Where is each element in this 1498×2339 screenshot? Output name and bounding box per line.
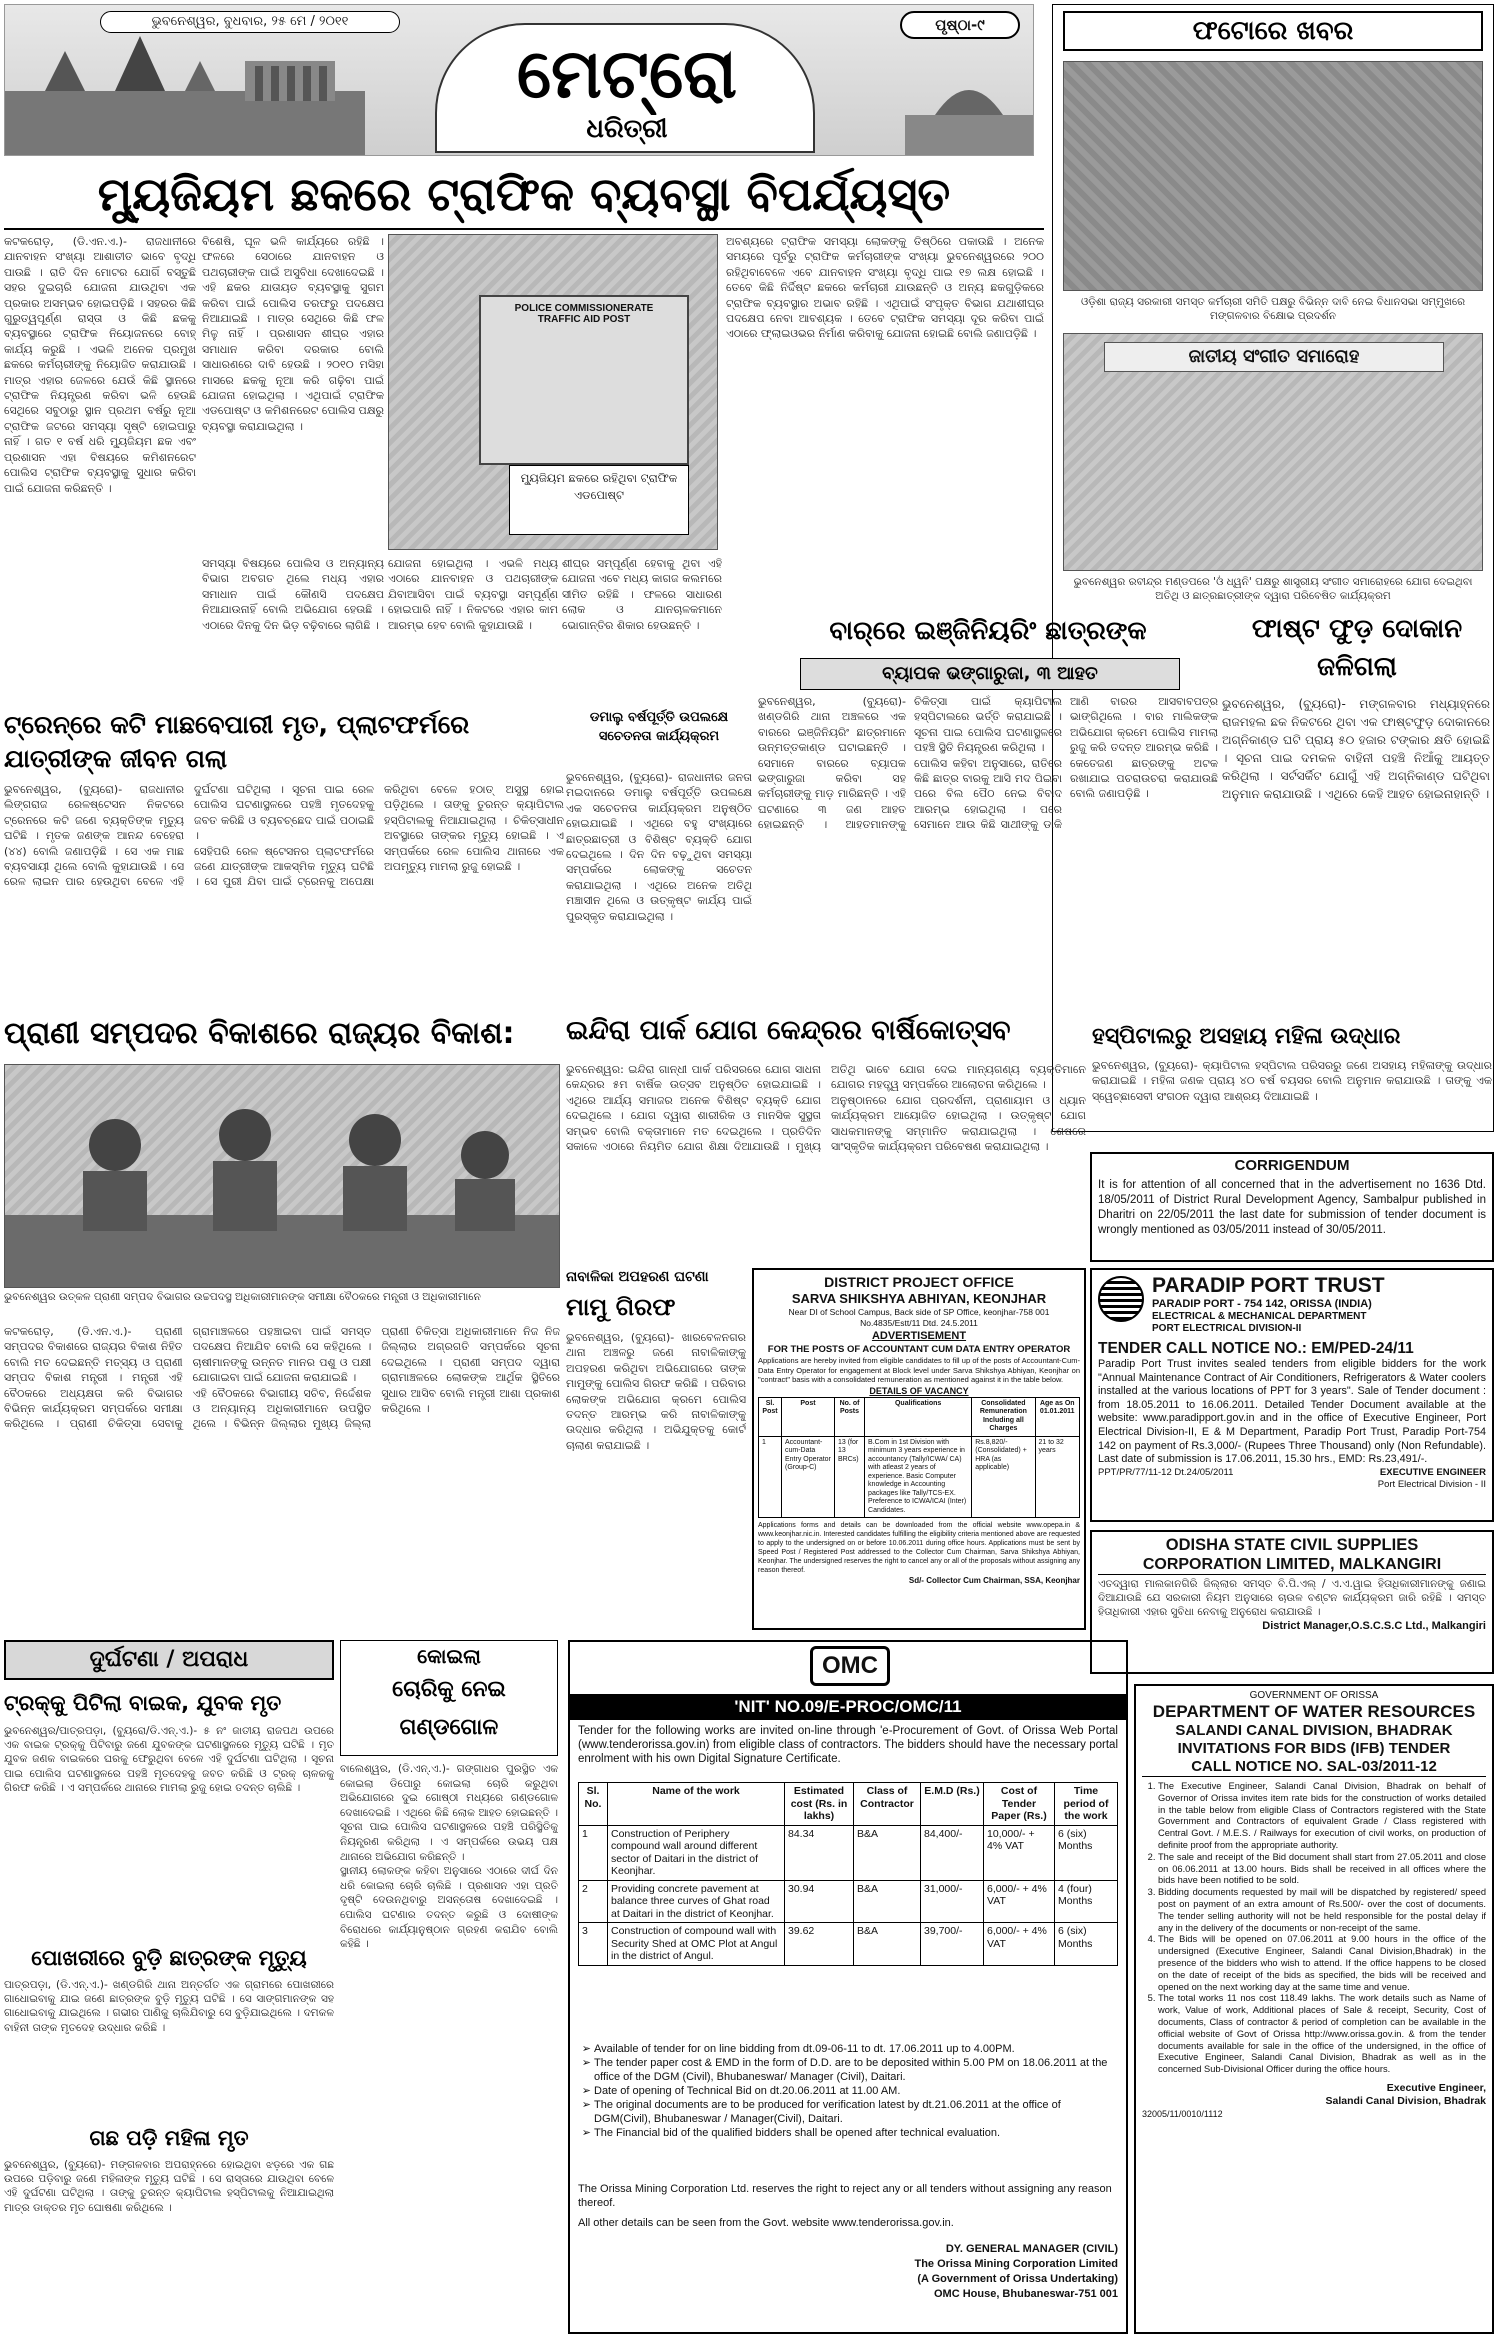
list-item: ➢ Available of tender for on line bidding from dt.09-06-11 to dt. 17.06.2011 up to 4.00PM. <box>594 2042 1118 2056</box>
omc-th: Name of the work <box>608 1783 785 1826</box>
paradip-title: PARADIP PORT TRUST <box>1152 1274 1385 1297</box>
omc-td: Construction of Periphery compound wall around different sector of Daitari in the district of Keonjhar. <box>608 1825 785 1880</box>
omc-table <box>578 1782 1118 1966</box>
yoga-body: ଭୁବନେଶ୍ୱର: ଇନ୍ଦିରା ଗାନ୍ଧୀ ପାର୍କ ପରିସରରେ ଯୋଗ ସାଧନା କେନ୍ଦ୍ରର ୫ମ ବାର୍ଷିକ ଉତ୍ସବ ଅନୁଷ୍ଠିତ ହୋଇଯାଇଛି । ଏଥିରେ ଆର୍ଯ୍ୟ ସମାଜର ଅନେକ ବିଶିଷ୍ଟ ବ୍ୟକ୍ତି ଯୋଗ ଦେଇଥିଲେ । ଯୋଗ ଦ୍ୱାରା ଶାରୀରିକ ଓ ମାନସିକ ସୁସ୍ଥତା ସମ୍ଭବ ବୋଲି ବକ୍ତାମାନେ ମତ ଦେଇଥିଲେ । ପ୍ରତିଦିନ ସକାଳେ ଏଠାରେ ନିୟମିତ ଯୋଗ ଶିକ୍ଷା ଦିଆଯାଉଛି । ମୁଖ୍ୟ ଅତିଥି ଭାବେ ଯୋଗ ଦେଇ ମାନ୍ୟଗଣ୍ୟ ବ୍ୟକ୍ତିମାନେ ଯୋଗର ମହତ୍ତ୍ୱ ସମ୍ପର୍କରେ ଆଲୋଚନା କରିଥିଲେ । ଅନୁଷ୍ଠାନରେ ଯୋଗ ପ୍ରଦର୍ଶନୀ, ପ୍ରାଣାୟାମ ଓ ଧ୍ୟାନ କାର୍ଯ୍ୟକ୍ରମ ଆୟୋଜିତ ହୋଇଥିଲା । ଉତ୍କୃଷ୍ଟ ଯୋଗ ସାଧକମାନଙ୍କୁ ସମ୍ମାନିତ କରାଯାଇଥିଲା । ଶେଷରେ ସାଂସ୍କୃତିକ କାର୍ଯ୍ୟକ୍ରମ ପରିବେଷଣ କରାଯାଇଥିଲା । <box>566 1063 1086 1154</box>
girl-headline: ନାବାଳିକା ଅପହରଣ ଘଟଣା <box>566 1269 709 1285</box>
omc-td: 4 (four) Months <box>1055 1880 1118 1923</box>
ssa-td: Accountant-cum-Data Entry Operator (Group-C) <box>781 1436 834 1518</box>
omc-sign-block <box>830 2242 1118 2326</box>
ssa-th: Consolidated Remuneration Including all Charges <box>972 1397 1035 1436</box>
engineering-headline: ବାର୍‌ରେ ଇଞ୍ଜିନିୟରିଂ ଛାତ୍ରଙ୍କ <box>829 616 1147 646</box>
music-event-caption: ଭୁବନେଶ୍ୱର ରବୀନ୍ଦ୍ର ମଣ୍ଡପରେ 'ଓଁ ଧ୍ୱନି' ପକ୍ଷରୁ ଶାସ୍ତ୍ରୀୟ ସଂଗୀତ ସମାରୋହରେ ଯୋଗ ଦେଇଥିବା ଅତିଥି ଓ ଛାତ୍ରଛାତ୍ରୀଙ୍କ ଦ୍ୱାରା ପରିବେଷିତ କାର୍ଯ୍ୟକ୍ରମ <box>1073 576 1473 602</box>
masthead <box>4 4 1034 156</box>
omc-sign-3: (A Government of Orissa Undertaking) <box>917 2273 1118 2285</box>
protest-caption: ଓଡ଼ିଶା ରାଜ୍ୟ ସରକାରୀ ସମସ୍ତ କର୍ମଚାରୀ ସମିତି ପକ୍ଷରୁ ବିଭିନ୍ନ ଦାବି ନେଇ ବିଧାନସଭା ସମ୍ମୁଖରେ ମଙ୍ଗଳବାର ବିକ୍ଷୋଭ ପ୍ରଦର୍ଶନ <box>1080 296 1466 322</box>
agri-headline: ପ୍ରାଣୀ ସମ୍ପଦର ବିକାଶରେ ରାଜ୍ୟର ବିକାଶ: <box>4 1016 515 1051</box>
water-title-1: DEPARTMENT OF WATER RESOURCES <box>1152 1702 1476 1721</box>
fastfood-body: ଭୁବନେଶ୍ୱର, (ବ୍ୟୁରୋ)- ମଙ୍ଗଳବାର ମଧ୍ୟାହ୍ନରେ ରାଜମହଲ ଛକ ନିକଟରେ ଥିବା ଏକ ଫାଷ୍ଟଫୁଡ଼ ଦୋକାନରେ ଅଗ୍ନିକାଣ୍ଡ ଘଟି ପ୍ରାୟ ୫୦ ହଜାର ଟଙ୍କାର କ୍ଷତି ହୋଇଛି । ସୂଚନା ପାଇ ଦମକଳ ବାହିନୀ ପହଞ୍ଚି ନିଆଁକୁ ଆୟତ୍ତ କରିଥିଲା । ସର୍ଟସର୍କିଟ ଯୋଗୁଁ ଏହି ଅଗ୍ନିକାଣ୍ଡ ଘଟିଥିବା ଅନୁମାନ କରାଯାଉଛି । ଏଥିରେ କେହି ଆହତ ହୋଇନାହାନ୍ତି । <box>1222 697 1490 801</box>
photo-news-header <box>1063 11 1483 51</box>
accidents-section-title: ଦୁର୍ଘଟଣା / ଅପରାଧ <box>89 1647 249 1672</box>
omc-td: 3 <box>579 1923 608 1966</box>
ssa-table-header <box>759 1397 1080 1436</box>
skyline-right <box>905 65 1033 156</box>
engineering-subhead: ବ୍ୟାପକ ଭଙ୍ଗାରୁଜା, ୩ ଆହତ <box>882 663 1098 684</box>
ssa-th: Sl. Post <box>759 1397 782 1436</box>
omc-td: 31,000/- <box>921 1880 984 1923</box>
paradip-sign1: EXECUTIVE ENGINEER <box>1379 1466 1486 1478</box>
lead-bottom-mid: ଯୋଜନା ହୋଇଥିଲା । ଏଭଳି ମଧ୍ୟ ଏଠାରେ ଯାନବାହନ ଓ ପଥଚାରୀଙ୍କ ଯିବାଆସିବା ପାଇଁ ବ୍ୟବସ୍ଥା ସମ୍ପୂର୍ଣ୍ଣ ହୋଇପାରି ନାହିଁ । ନିକଟରେ ଏହାର କାମ ଆରମ୍ଭ ହେବ ବୋଲି କୁହାଯାଉଛି । <box>388 557 558 632</box>
coal-headline-2: ଚୋରିକୁ ନେଇ <box>392 1677 506 1702</box>
brand-title: ମେଟ୍ରୋ <box>516 35 738 114</box>
omc-td: 30.94 <box>785 1880 854 1923</box>
skyline-left <box>5 31 365 156</box>
omc-nit-bar <box>570 1694 1126 1720</box>
booth-caption-text: ମ୍ୟୁଜିୟମ ଛକରେ ରହିଥିବା ଟ୍ରାଫିକ ଏଡପୋଷ୍ଟ <box>520 471 678 502</box>
ssa-ref: No.4835/Estt/11 Dtd. 24.5.2011 <box>860 1318 978 1328</box>
list-item: ➢ The Financial bid of the qualified bidders shall be opened after technical evaluation. <box>594 2126 1118 2140</box>
ssa-table <box>758 1397 1080 1519</box>
hospital-headline: ହସ୍ପିଟାଲରୁ ଅସହାୟ ମହିଳା ଉଦ୍ଧାର <box>1092 1024 1401 1049</box>
paradip-logo-icon <box>1098 1276 1144 1322</box>
corrigendum-title: CORRIGENDUM <box>1234 1157 1350 1174</box>
accident-h1: ଟ୍ରକ୍‌କୁ ପିଟିଲା ବାଇକ, ଯୁବକ ମୃତ <box>4 1691 282 1715</box>
omc-td: 39,700/- <box>921 1923 984 1966</box>
lead-bottom-right: ଶୀଘ୍ର ସମ୍ପୂର୍ଣ୍ଣ ହେବାକୁ ଥିବା ଏହି ଯୋଜନା ଏବେ ମଧ୍ୟ କାଗଜ କଲମରେ ସୀମିତ ରହିଛି । ଫଳରେ ସାଧାରଣ ଲୋକ ଓ ଯାନଚାଳକମାନେ ଭୋଗାନ୍ତିର ଶିକାର ହେଉଛନ୍ତି । <box>562 557 722 632</box>
omc-td: 6 (six) Months <box>1055 1923 1118 1966</box>
oscsc-sign: District Manager,O.S.C.S.C Ltd., Malkangiri <box>1262 1620 1486 1632</box>
train-headline: ଟ୍ରେନ୍‌ରେ କଟି ମାଛବେପାରୀ ମୃତ, ପ୍ଲାଟଫର୍ମରେ ଯାତ୍ରୀଙ୍କ ଜୀବନ ଗଲା <box>4 710 470 773</box>
omc-td: 84.34 <box>785 1825 854 1880</box>
protest-photo <box>1063 61 1483 291</box>
coal-headline-1: କୋଇଲା <box>417 1644 481 1668</box>
page-label: ପୃଷ୍ଠା-୯ <box>900 11 1020 39</box>
accident-b1: ଭୁବନେଶ୍ୱର/ପାତ୍ରପଡ଼ା, (ବ୍ୟୁରୋ/ଡି.ଏନ୍.ଏ.)- ୫ ନଂ ଜାତୀୟ ରାଜପଥ ଉପରେ ଏକ ବାଇକ ଟ୍ରକ୍‌କୁ ପିଟିବାରୁ ଜଣେ ଯୁବକଙ୍କ ଘଟଣାସ୍ଥଳରେ ମୃତ୍ୟୁ ଘଟିଛି । ମୃତ ଯୁବକ ଜଣକ ବାଇକରେ ଘରକୁ ଫେରୁଥିବା ବେଳେ ଏହି ଦୁର୍ଘଟଣା ଘଟିଥିଲା । ସୂଚନା ପାଇ ପୋଲିସ ଘଟଣାସ୍ଥଳରେ ପହଞ୍ଚି ମୃତଦେହକୁ ଜବତ କରିଛି ଓ ଟ୍ରକ୍ ଚାଳକକୁ ଗିରଫ କରିଛି । ଏ ସମ୍ପର୍କରେ ଥାନାରେ ମାମଲା ରୁଜୁ ହୋଇ ତଦନ୍ତ ଚାଲିଛି । <box>4 1725 334 1794</box>
brand-block <box>435 23 815 153</box>
omc-th: Sl. No. <box>579 1783 608 1826</box>
omc-td: B&A <box>854 1923 921 1966</box>
booth-sign-2: TRAFFIC AID POST <box>537 314 631 325</box>
ssa-title-2: SARVA SHIKSHYA ABHIYAN, KEONJHAR <box>791 1291 1047 1306</box>
coal-headline-3: ଗଣ୍ଡଗୋଳ <box>399 1715 499 1740</box>
monument-image <box>905 65 1033 156</box>
ssa-th: Qualifications <box>865 1397 972 1436</box>
event-banner-text: ଜାତୀୟ ସଂଗୀତ ସମାରୋହ <box>1188 346 1360 367</box>
oscsc-title-2: CORPORATION LIMITED, MALKANGIRI <box>1098 1555 1486 1575</box>
booth-sign-1: POLICE COMMISSIONERATE <box>514 303 654 314</box>
lead-headline: ମ୍ୟୁଜିୟମ ଛକରେ ଟ୍ରାଫିକ ବ୍ୟବସ୍ଥା ବିପର୍ଯ୍ୟସ୍ତ <box>97 167 951 221</box>
omc-td: 6,000/- + 4% VAT <box>984 1923 1055 1966</box>
ssa-td: 1 <box>759 1436 782 1518</box>
omc-sign-4: OMC House, Bhubaneswar-751 001 <box>933 2288 1118 2300</box>
table-row <box>759 1436 1080 1518</box>
ceremony-body: ଭୁବନେଶ୍ୱର, (ବ୍ୟୁରୋ)- ରାଜଧାନୀର ଜନତା ମଇଦାନରେ ଡମାଲୁ ବର୍ଷପୂର୍ତ୍ତି ଉପଲକ୍ଷେ ଏକ ସଚେତନତା କାର୍ଯ୍ୟକ୍ରମ ଅନୁଷ୍ଠିତ ହୋଇଯାଇଛି । ଏଥିରେ ବହୁ ସଂଖ୍ୟାରେ ଛାତ୍ରଛାତ୍ରୀ ଓ ବିଶିଷ୍ଟ ବ୍ୟକ୍ତି ଯୋଗ ଦେଇଥିଲେ । ଦିନ ଦିନ ବଢ଼ୁଥିବା ସମସ୍ୟା ସମ୍ପର୍କରେ ଲୋକଙ୍କୁ ସଚେତନ କରାଯାଇଥିଲା । ଏଥିରେ ଅନେକ ଅତିଥି ମଞ୍ଚାସୀନ ଥିଲେ ଓ ଉତ୍କୃଷ୍ଟ କାର୍ଯ୍ୟ ପାଇଁ ପୁରସ୍କୃତ କରାଯାଇଥିଲା । <box>566 771 752 923</box>
omc-th: Class of Contractor <box>854 1783 921 1826</box>
omc-td: 6 (six) Months <box>1055 1825 1118 1880</box>
omc-logo-text: OMC <box>822 1652 878 1679</box>
omc-sign-2: The Orissa Mining Corporation Limited <box>914 2258 1118 2270</box>
paradip-body: Paradip Port Trust invites sealed tenders from eligible bidders for the work "Annual Maintenance Contract of Air Conditioners, Refrigerators & Water coolers installed at the various locations of PPT for 3 years". Sale of Tender document : from 18.05.2011 to 16.06.2011. Detailed Tender Document available at the website: www.paradipport.gov.in and in the office of Executive Engineer, Port Electrical Division-II, E & M Department, Paradip Port Trust, Paradip Port-754 142 on payment of Rs.3,000/- (Rupees Three Thousand) only (Non Refundable). Last date of submission is 17.06.2011, 15.30 hrs., EMD: Rs.23,491/-. <box>1098 1358 1486 1466</box>
fastfood-headline: ଫାଷ୍ଟ ଫୁଡ଼ ଦୋକାନ ଜଳିଗଲା <box>1251 614 1463 682</box>
booth-photo-caption <box>509 465 689 535</box>
water-title-2: SALANDI CANAL DIVISION, BHADRAK <box>1175 1722 1453 1739</box>
engineering-subhead-box <box>800 658 1180 690</box>
list-item: 5. The total works 11 nos cost 118.49 lakhs. The work details such as Name of work, Value of work, Additional places of Sale & receipt, Security, Cost of documents, Class of contractor & period of completion can be available in the official website of Govt of Orissa http://www.orissa.gov.in. & from the tender documents available for sale in the office of the undersigned, in the office of Executive Engineer, Salandi Canal Division, Bhadrak as well as in the concerned Sub-Divisional Officer during the office hours. <box>1158 1993 1486 2076</box>
paradip-ref: PPT/PR/77/11-12 Dt.24/05/2011 <box>1098 1466 1234 1478</box>
omc-td: 2 <box>579 1880 608 1923</box>
corrigendum-body: It is for attention of all concerned that in the advertisement no 1636 Dtd. 18/05/2011 of District Rural Development Agency, Sambalpur published in Dharitri on 22/05/2011 the last date for submission of tender document is wrongly mentioned as 03/05/2011 instead of 30/05/2011. <box>1098 1179 1486 1236</box>
water-title-4: CALL NOTICE NO. SAL-03/2011-12 <box>1142 1758 1486 1777</box>
booth <box>479 295 689 465</box>
ssa-title-1: DISTRICT PROJECT OFFICE <box>824 1274 1014 1290</box>
temple-skyline-image <box>5 31 365 156</box>
table-row <box>579 1880 1118 1923</box>
ssa-adv-label: ADVERTISEMENT <box>871 1330 967 1342</box>
omc-th: Estimated cost (Rs. in lakhs) <box>785 1783 854 1826</box>
coal-headline-box <box>340 1640 558 1756</box>
paradip-notice: TENDER CALL NOTICE NO.: EM/PED-24/11 <box>1098 1340 1414 1357</box>
hospital-body: ଭୁବନେଶ୍ୱର, (ବ୍ୟୁରୋ)- କ୍ୟାପିଟାଲ ହସ୍ପିଟାଲ ପରିସରରୁ ଜଣେ ଅସହାୟ ମହିଳାଙ୍କୁ ଉଦ୍ଧାର କରାଯାଇଛି । ମହିଳା ଜଣକ ପ୍ରାୟ ୪୦ ବର୍ଷ ବୟସର ବୋଲି ଅନୁମାନ କରାଯାଉଛି । ତାଙ୍କୁ ଏକ ସ୍ୱେଚ୍ଛାସେବୀ ସଂଗଠନ ଦ୍ୱାରା ଆଶ୍ରୟ ଦିଆଯାଇଛି । <box>1092 1059 1492 1103</box>
water-list <box>1142 1781 1486 2076</box>
ssa-vacancy-label: DETAILS OF VACANCY <box>869 1385 969 1396</box>
ssa-th: No. of Posts <box>834 1397 864 1436</box>
omc-td: 84,400/- <box>921 1825 984 1880</box>
ssa-td: Rs.8,820/- (Consolidated) + HRA (as applicable) <box>972 1436 1035 1518</box>
water-ref: 32005/11/0010/1112 <box>1142 2108 1223 2119</box>
paradip-sub2: ELECTRICAL & MECHANICAL DEPARTMENT <box>1152 1311 1367 1322</box>
photo-news-title: ଫଟୋରେ ଖବର <box>1192 16 1354 46</box>
ssa-td: 13 (for 13 BRCs) <box>834 1436 864 1518</box>
list-item: 2. The sale and receipt of the Bid document shall start from 27.05.2011 and close on 06.06.2011 at 13.00 hours. Bids shall be received in all offices where the bids have been notified to be sold. <box>1158 1852 1486 1887</box>
water-sign-2: Salandi Canal Division, Bhadrak <box>1325 2094 1486 2107</box>
meeting-caption: ଭୁବନେଶ୍ୱର ଉତ୍କଳ ପ୍ରାଣୀ ସମ୍ପଦ ବିଭାଗର ଉଚ୍ଚପଦସ୍ଥ ଅଧିକାରୀମାନଙ୍କ ସମୀକ୍ଷା ବୈଠକରେ ମନ୍ତ୍ରୀ ଓ ଅଧିକାରୀମାନେ <box>4 1291 481 1303</box>
ssa-td: 21 to 32 years <box>1035 1436 1080 1518</box>
list-item: 3. Bidding documents requested by mail will be dispatched by registered/ speed post on payment of an extra amount of Rs.500/- over the cost of documents. The tender selling authority will not be held responsible for the postal delay if any in the delivery of the documents or non-receipt of the same. <box>1158 1887 1486 1934</box>
ssa-address: Near DI of School Campus, Back side of SP Office, keonjhar-758 001 <box>788 1307 1050 1317</box>
omc-nit: 'NIT' NO.09/E-PROC/OMC/11 <box>734 1697 962 1716</box>
event-banner <box>1104 342 1444 372</box>
list-item: ➢ Date of opening of Technical Bid on dt.20.06.2011 at 11.00 AM. <box>594 2084 1118 2098</box>
lead-bottom-left: ସମସ୍ୟା ବିଷୟରେ ପୋଲିସ ଓ ଅନ୍ୟାନ୍ୟ ବିଭାଗ ଅବଗତ ଥିଲେ ମଧ୍ୟ ଏହାର ସମାଧାନ ପାଇଁ କୌଣସି ପଦକ୍ଷେପ ନିଆଯାଉନାହିଁ ବୋଲି ଅଭିଯୋଗ ହେଉଛି । ଏଠାରେ ଦିନକୁ ଦିନ ଭିଡ଼ ବଢ଼ିବାରେ ଲାଗିଛି । <box>202 557 384 632</box>
meeting-photo <box>4 1064 560 1288</box>
lead-col2: ବିଶେଷି, ଘୂଳ ଭଳି କାର୍ଯ୍ୟରେ ରହିଛି । ଫଳରେ ସେଠାରେ ଯାନବାହନ ଓ ପଥଚାରୀଙ୍କ ପାଇଁ ଅସୁବିଧା ଦେଖାଦେଇଛି । ଏହି ଛକର ଯାତାୟତ ବ୍ୟବସ୍ଥାକୁ ସୁଗମ କରିବା ପାଇଁ ପୋଲିସ ତରଫରୁ ପଦକ୍ଷେପ ନିଆଯାଇଛି । ମାତ୍ର ସେଥିରେ କିଛି ଫଳ ମିଳୁ ନାହିଁ । ପ୍ରଶାସନ ଶୀଘ୍ର ଏହାର ସମାଧାନ କରିବା ଦରକାର ବୋଲି ସାଧାରଣରେ ଦାବି ହେଉଛି । ୨୦୧୦ ମସିହା ମାସରେ ଛକକୁ ନୂଆ କରି ଗଢ଼ିବା ପାଇଁ ଯୋଜନା ହୋଇଥିଲା । ଏଥିପାଇଁ ଟ୍ରାଫିକ ଏଡପୋଷ୍ଟ ଓ କମିଶନରେଟ ପୋଲିସ ପକ୍ଷରୁ ବ୍ୟବସ୍ଥା କରାଯାଇଥିଲା । <box>202 235 384 433</box>
coal-body: ବାଲେଶ୍ୱର, (ଡି.ଏନ୍.ଏ.)- ଗଙ୍ଗାଧର ପୁରସ୍ଥିତ ଏକ କୋଇଲା ଡିପୋରୁ କୋଇଲା ଚୋରି କରୁଥିବା ଅଭିଯୋଗରେ ଦୁଇ ଗୋଷ୍ଠୀ ମଧ୍ୟରେ ଗଣ୍ଡଗୋଳ ଦେଖାଦେଇଛି । ଏଥିରେ କିଛି ଲୋକ ଆହତ ହୋଇଛନ୍ତି । ସୂଚନା ପାଇ ପୋଲିସ ଘଟଣାସ୍ଥଳରେ ପହଞ୍ଚି ପରିସ୍ଥିତିକୁ ନିୟନ୍ତ୍ରଣ କରିଥିଲା । ଏ ସମ୍ପର୍କରେ ଉଭୟ ପକ୍ଷ ଥାନାରେ ଅଭିଯୋଗ କରିଛନ୍ତି । ସ୍ଥାନୀୟ ଲୋକଙ୍କ କହିବା ଅନୁସାରେ ଏଠାରେ ଦୀର୍ଘ ଦିନ ଧରି କୋଇଲା ଚୋରି ଚାଲିଛି । ପ୍ରଶାସନ ଏହା ପ୍ରତି ଦୃଷ୍ଟି ଦେଉନଥିବାରୁ ଅସନ୍ତୋଷ ଦେଖାଦେଇଛି । ପୋଲିସ ଘଟଣାର ତଦନ୍ତ କରୁଛି ଓ ଦୋଷୀଙ୍କ ବିରୋଧରେ କାର୍ଯ୍ୟାନୁଷ୍ଠାନ ଗ୍ରହଣ କରାଯିବ ବୋଲି କହିଛି । <box>340 1763 558 1951</box>
omc-th: Cost of Tender Paper (Rs.) <box>984 1783 1055 1826</box>
oscsc-body: ଏତଦ୍ୱାରା ମାଲକାନଗିରି ଜିଲ୍ଲାର ସମସ୍ତ ବି.ପି.ଏଲ୍ / ଏ.ଏ.ୱାଇ ହିତାଧିକାରୀମାନଙ୍କୁ ଜଣାଇ ଦିଆଯାଉଛି ଯେ ସରକାରୀ ନିୟମ ଅନୁସାରେ ଚାଉଳ ବଣ୍ଟନ କାର୍ଯ୍ୟକ୍ରମ ଜାରି ରହିଛି । ସମସ୍ତ ହିତାଧିକାରୀ ଏହାର ସୁବିଧା ନେବାକୁ ଅନୁରୋଧ କରାଯାଉଛି । <box>1098 1578 1490 1618</box>
omc-rights: The Orissa Mining Corporation Ltd. reserves the right to reject any or all tenders without assigning any reason thereof. <box>578 2183 1112 2209</box>
table-row <box>579 1825 1118 1880</box>
date-line: ଭୁବନେଶ୍ୱର, ବୁଧବାର, ୨୫ ମେ / ୨୦୧୧ <box>151 14 349 29</box>
list-item: ➢ The tender paper cost & EMD in the form of D.D. are to be deposited within 5.00 PM on 18.06.2011 at the office of the DGM (Civil), Bhubaneswar/ Manager (Civil), Daitari. <box>594 2056 1118 2084</box>
ssa-th: Post <box>781 1397 834 1436</box>
meeting-photo-art <box>5 1065 560 1288</box>
list-item: ➢ The original documents are to be produced for verification latest by dt.21.06.2011 at the office of DGM(Civil), Bhubaneswar / Manager(Civil), Daitari. <box>594 2098 1118 2126</box>
oscsc-advert <box>1090 1530 1494 1674</box>
ssa-footer: Applications forms and details can be downloaded from the official website www.opepa.in & www.keonjhar.nic.in. Interested candidates fulfilling the eligibility criteria mentioned above are requested to apply to the undersigned on or before 10.06.2011 during office hours. Applications must be sent by Speed Post / Registered Post addressed to the Collector Cum Chairman, Sarva Shikshya Abhiyan, Keonjhar. The undersigned reserves the right to cancel any or all of the proposals without assigning any reason thereof. <box>758 1522 1080 1574</box>
girl-headline-2: ମାମୁ ଗିରଫ <box>566 1293 676 1321</box>
corrigendum-box <box>1090 1152 1494 1262</box>
brand-subtitle: ଧରିତ୍ରୀ <box>586 114 668 144</box>
paradip-sub1: PARADIP PORT - 754 142, ORISSA (INDIA) <box>1152 1298 1372 1310</box>
paradip-sub3: PORT ELECTRICAL DIVISION-II <box>1152 1323 1302 1334</box>
water-gov: GOVERNMENT OF ORISSA <box>1249 1690 1379 1701</box>
omc-td: Providing concrete pavement at balance three curves of Ghat road at Daitari in the district of Keonjhar. <box>608 1880 785 1923</box>
ssa-td: B.Com in 1st Division with minimum 3 years experience in accountancy (Tally/ICWA/ CA) with atleast 2 years of experience. Basic Computer knowledge in Accounting packages like Tally/TCS-EX. Preference to ICWA/ICAI (Inter) Candidates. <box>865 1436 972 1518</box>
oscsc-title-1: ODISHA STATE CIVIL SUPPLIES <box>1165 1536 1419 1554</box>
ssa-advert <box>752 1268 1086 1630</box>
traffic-booth-photo <box>388 234 718 550</box>
music-event-photo <box>1063 333 1483 571</box>
lead-rule <box>4 228 1044 230</box>
accident-b3: ଭୁବନେଶ୍ୱର, (ବ୍ୟୁରୋ)- ମଙ୍ଗଳବାର ଅପରାହ୍ନରେ ହୋଇଥିବା ଝଡ଼ରେ ଏକ ଗଛ ଉପରେ ପଡ଼ିବାରୁ ଜଣେ ମହିଳାଙ୍କ ମୃତ୍ୟୁ ଘଟିଛି । ସେ ରାସ୍ତାରେ ଯାଉଥିବା ବେଳେ ଏହି ଦୁର୍ଘଟଣା ଘଟିଥିଲା । ତାଙ୍କୁ ତୁରନ୍ତ କ୍ୟାପିଟାଲ ହସ୍ପିଟାଲକୁ ନିଆଯାଇଥିଲା ମାତ୍ର ଡାକ୍ତର ମୃତ ଘୋଷଣା କରିଥିଲେ । <box>4 2159 334 2214</box>
ssa-intro: Applications are hereby invited from eligible candidates to fill up of the posts of Accountant-Cum-Data Entry Operator for engagement at Block level under Sarva Shikshya Abhiyan, Keonjhar on "contract" basis with a consolidated remuneration as mentioned against it in the table below. <box>758 1356 1080 1384</box>
omc-intro: Tender for the following works are invited on-line through 'e-Procurement of Govt. of Orissa Web Portal (www.tenderorissa.gov.in) from eligible class of contractors. The bidders should have the necessary portal enrolment with his own Digital Signature Certificate. <box>578 1725 1118 1765</box>
list-item: 1. The Executive Engineer, Salandi Canal Division, Bhadrak on behalf of Governor of Orissa invites item rate bids for the construction of works detailed in the table below from eligible Class of Contractors registered with the State Government and Contractors of equivalent Grade / Class registered with Central Govt. / M.E.S. / Railways for execution of civil works, on production of definite proof from the appropriate authority. <box>1158 1781 1486 1852</box>
lead-col1: କଟକରୋଡ଼, (ଡି.ଏନ.ଏ.)- ରାଜଧାନୀରେ ଯାନବାହନ ସଂଖ୍ୟା ଆଶାତୀତ ଭାବେ ବୃଦ୍ଧି ପାଉଛି । ରାତି ଦିନ ମୋଟର ଯୋଗିଁ ବସ୍ତୁଛି ସହର ଦୁଇଚାରି ଯୋଜନା ଯାଉଥିବା ଏକ ପ୍ରକାର ଅସମ୍ଭବ ହୋଇପଡ଼ିଛି । ସହରର କିଛି ଗୁରୁତ୍ୱପୂର୍ଣ୍ଣ ରାସ୍ତା ଓ କିଛି ଛକକୁ ବ୍ୟବସ୍ଥାରେ ଟ୍ରାଫିକ ନିୟୋଜନରେ ବୋହ୍ କାର୍ଯ୍ୟ କରୁଛି । ଏଭଳି ଅନେକ ପ୍ରମୁଖ ଛକରେ କର୍ମଚାରୀଙ୍କୁ ନିୟୋଜିତ କରାଯାଉଛି । ମାତ୍ର ଏହାର ଜେଳରେ ଯେଉଁ କିଛି ସ୍ଥାନରେ ଟ୍ରାଫିକ ନିୟନ୍ତ୍ରଣ କରିବା ଭଳି ହେଉଛି ସେଥିରେ ସବୁଠାରୁ ସ୍ଥାନ ପ୍ରଥମ ବର୍ଷରୁ ନୂଆ ଟ୍ରାଫିକ ଜଟରେ ସମସ୍ୟା ସୃଷ୍ଟି ହୋଇପାରୁ ନାହିଁ । ଗତ ୧ ବର୍ଷ ଧରି ମ୍ୟୁଜିୟମ ଛକ ଏବଂ ପ୍ରଶାସନ ଏହା ବିଷୟରେ କମିଶନରେଟ ପୋଲିସ ଟ୍ରାଫିକ ବ୍ୟବସ୍ଥାକୁ ସୁଧାର କରିବା ପାଇଁ ଯୋଜନା କରିଛନ୍ତି । <box>4 235 196 495</box>
omc-sign-1: DY. GENERAL MANAGER (CIVIL) <box>945 2243 1118 2255</box>
omc-website: All other details can be seen from the Govt. website www.tenderorissa.gov.in. <box>578 2217 954 2229</box>
ssa-th: Age as On 01.01.2011 <box>1035 1397 1080 1436</box>
water-sign-1: Executive Engineer, <box>1386 2081 1486 2094</box>
omc-table-header <box>579 1783 1118 1826</box>
engineering-body: ଭୁବନେଶ୍ୱର, (ବ୍ୟୁରୋ)- ଖଣ୍ଡଗିରି ଥାନା ଅଞ୍ଚଳରେ ଏକ ବାରରେ ଇଞ୍ଜିନିୟରିଂ ଛାତ୍ରମାନେ ଉନ୍ମତ୍ତକାଣ୍ଡ ଘଟାଇଛନ୍ତି । ସେମାନେ ବାରରେ ବ୍ୟାପକ ଭଙ୍ଗାରୁଜା କରିବା ସହ କର୍ମଚାରୀଙ୍କୁ ମାଡ଼ ମାରିଛନ୍ତି । ଏହି ଘଟଣାରେ ୩ ଜଣ ଆହତ ହୋଇଛନ୍ତି । ଆହତମାନଙ୍କୁ ଚିକିତ୍ସା ପାଇଁ କ୍ୟାପିଟାଲ ହସ୍ପିଟାଲରେ ଭର୍ତ୍ତି କରାଯାଇଛି । ସୂଚନା ପାଇ ପୋଲିସ ଘଟଣାସ୍ଥଳରେ ପହଞ୍ଚି ସ୍ଥିତି ନିୟନ୍ତ୍ରଣ କରିଥିଲା । ପୋଲିସ କହିବା ଅନୁସାରେ, ରାତିରେ କିଛି ଛାତ୍ର ବାରକୁ ଆସି ମଦ ପିଇବା ପରେ ବିଲ ପୈଠ ନେଇ ବିବାଦ ଆରମ୍ଭ ହୋଇଥିଲା । ପରେ ସେମାନେ ଆଉ କିଛି ସାଥୀଙ୍କୁ ଡାକି ଆଣି ବାରର ଆସବାବପତ୍ର ଭାଙ୍ଗିଥିଲେ । ବାର ମାଲିକଙ୍କ ଅଭିଯୋଗ କ୍ରମେ ପୋଲିସ ମାମଲା ରୁଜୁ କରି ତଦନ୍ତ ଆରମ୍ଭ କରିଛି । କେତେଜଣ ଛାତ୍ରଙ୍କୁ ଅଟକ ରଖାଯାଇ ପଚରାଉଚରା କରାଯାଉଛି ବୋଲି ଜଣାପଡ଼ିଛି । <box>758 695 1218 832</box>
water-advert <box>1134 1684 1494 2334</box>
accidents-section-header <box>4 1640 334 1680</box>
omc-td: 10,000/- + 4% VAT <box>984 1825 1055 1880</box>
omc-td: Construction of compound wall with Security Shed at OMC Plot at Angul in the district of Angul. <box>608 1923 785 1966</box>
omc-advert <box>568 1640 1128 2334</box>
lead-col3: ଅବଶ୍ୟରେ ଟ୍ରାଫିକ ସମସ୍ୟା ଲୋକଙ୍କୁ ତିଷ୍ଠିରେ ପକାଉଛି । ଅନେକ ସମୟରେ ପୂର୍ବରୁ ଟ୍ରାଫିକ କର୍ମଚାରୀଙ୍କ ସଂଖ୍ୟା ଭୁବନେଶ୍ୱରରେ ୨୦୦ ରହିଥିବାବେଳେ ଏବେ ଯାନବାହନ ସଂଖ୍ୟା ବୃଦ୍ଧି ପାଇ ୧୭ ଲକ୍ଷ ହୋଇଛି । ତେବେ କିଛି ନିର୍ଦ୍ଦିଷ୍ଟ ଛକରେ କର୍ମଚାରୀ ଯାଉଛନ୍ତି ଓ ଅନ୍ୟ ଛକଗୁଡ଼ିକରେ ଟ୍ରାଫିକ ବ୍ୟବସ୍ଥାର ଅଭାବ ରହିଛି । ଏଥିପାଇଁ ସଂପୃକ୍ତ ବିଭାଗ ଯଥାଶୀଘ୍ର ପଦକ୍ଷେପ ନେବା ଆବଶ୍ୟକ । ତେବେ ଟ୍ରାଫିକ ସମସ୍ୟା ଦୂର କରିବା ପାଇଁ ଏଠାରେ ଫ୍ଲାଇଓଭର ନିର୍ମାଣ କରିବାକୁ ଯୋଜନା ହୋଇଛି ବୋଲି ଜଣାପଡ଼ିଛି । <box>726 235 1044 341</box>
yoga-headline: ଇନ୍ଦିରା ପାର୍କ ଯୋଗ କେନ୍ଦ୍ରର ବାର୍ଷିକୋତ୍ସବ <box>566 1015 1011 1046</box>
ceremony-headline: ଡମାଲୁ ବର୍ଷପୂର୍ତ୍ତି ଉପଲକ୍ଷେ ସଚେତନତା କାର୍ଯ୍ୟକ୍ରମ <box>589 710 729 744</box>
girl-body: ଭୁବନେଶ୍ୱର, (ବ୍ୟୁରୋ)- ଖାରବେଳନଗର ଥାନା ଅଞ୍ଚଳରୁ ଜଣେ ନାବାଳିକାଙ୍କୁ ଅପହରଣ କରିଥିବା ଅଭିଯୋଗରେ ତାଙ୍କ ମାମୁଙ୍କୁ ପୋଲିସ ଗିରଫ କରିଛି । ପରିବାର ଲୋକଙ୍କ ଅଭିଯୋଗ କ୍ରମେ ପୋଲିସ ତଦନ୍ତ ଆରମ୍ଭ କରି ନାବାଳିକାଙ୍କୁ ଉଦ୍ଧାର କରିଥିଲା । ଅଭିଯୁକ୍ତକୁ କୋର୍ଟ ଚାଲାଣ କରାଯାଇଛି । <box>566 1331 746 1452</box>
agri-body: କଟକରୋଡ଼, (ଡି.ଏନ.ଏ.)- ପ୍ରାଣୀ ସମ୍ପଦର ବିକାଶରେ ରାଜ୍ୟର ବିକାଶ ନିହିତ ବୋଲି ମତ ଦେଇଛନ୍ତି ମତ୍ସ୍ୟ ଓ ପ୍ରାଣୀ ସମ୍ପଦ ବିକାଶ ମନ୍ତ୍ରୀ । ମନ୍ତ୍ରୀ ଏହି ବୈଠକରେ ଅଧ୍ୟକ୍ଷତା କରି ବିଭାଗର ବିଭିନ୍ନ କାର୍ଯ୍ୟକ୍ରମ ସମ୍ପର୍କରେ ସମୀକ୍ଷା କରିଥିଲେ । ପ୍ରାଣୀ ଚିକିତ୍ସା ସେବାକୁ ଗ୍ରାମାଞ୍ଚଳରେ ପହଞ୍ଚାଇବା ପାଇଁ ସମସ୍ତ ପଦକ୍ଷେପ ନିଆଯିବ ବୋଲି ସେ କହିଥିଲେ । ଚାଷୀମାନଙ୍କୁ ଉନ୍ନତ ମାନର ପଶୁ ଓ ପକ୍ଷୀ ଯୋଗାଇବା ପାଇଁ ଯୋଜନା କରାଯାଇଛି । ଏହି ବୈଠକରେ ବିଭାଗୀୟ ସଚିବ, ନିର୍ଦ୍ଦେଶକ ଓ ଅନ୍ୟାନ୍ୟ ଅଧିକାରୀମାନେ ଉପସ୍ଥିତ ଥିଲେ । ବିଭିନ୍ନ ଜିଲ୍ଲାର ମୁଖ୍ୟ ଜିଲ୍ଲା ପ୍ରାଣୀ ଚିକିତ୍ସା ଅଧିକାରୀମାନେ ନିଜ ନିଜ ଜିଲ୍ଲାର ଅଗ୍ରଗତି ସମ୍ପର୍କରେ ସୂଚନା ଦେଇଥିଲେ । ପ୍ରାଣୀ ସମ୍ପଦ ଦ୍ୱାରା ଗ୍ରାମାଞ୍ଚଳରେ ଲୋକଙ୍କ ଆର୍ଥିକ ସ୍ଥିତିରେ ସୁଧାର ଆସିବ ବୋଲି ମନ୍ତ୍ରୀ ଆଶା ପ୍ରକାଶ କରିଥିଲେ । <box>4 1325 560 1431</box>
omc-td: 1 <box>579 1825 608 1880</box>
accident-b2: ପାତ୍ରପଡ଼ା, (ଡି.ଏନ୍.ଏ.)- ଖଣ୍ଡଗିରି ଥାନା ଅନ୍ତର୍ଗତ ଏକ ଗ୍ରାମରେ ପୋଖରୀରେ ଗାଧୋଇବାକୁ ଯାଇ ଜଣେ ଛାତ୍ରଙ୍କ ବୁଡ଼ି ମୃତ୍ୟୁ ଘଟିଛି । ସେ ସାଙ୍ଗମାନଙ୍କ ସହ ଗାଧୋଇବାକୁ ଯାଇଥିଲେ । ଗଭୀର ପାଣିକୁ ଚାଲିଯିବାରୁ ସେ ବୁଡ଼ିଯାଇଥିଲେ । ଦମକଳ ବାହିନୀ ତାଙ୍କ ମୃତଦେହ ଉଦ୍ଧାର କରିଛି । <box>4 1979 334 2034</box>
omc-td: B&A <box>854 1880 921 1923</box>
list-item: 4. The Bids will be opened on 07.06.2011 at 9.00 hours in the office of the undersigned (Executive Engineer, Salandi Canal Division,Bhadrak) in the presence of the bidders who wish to attend. If the office happens to be closed on the date of receipt of the bids as specified, the bids will be received and opened on the next working day at the same time and venue. <box>1158 1934 1486 1993</box>
omc-th: E.M.D (Rs.) <box>921 1783 984 1826</box>
ssa-posts: FOR THE POSTS OF ACCOUNTANT CUM DATA ENTRY OPERATOR <box>767 1344 1071 1355</box>
table-row <box>579 1923 1118 1966</box>
omc-td: 6,000/- + 4% VAT <box>984 1880 1055 1923</box>
omc-td: B&A <box>854 1825 921 1880</box>
accident-h3: ଗଛ ପଡ଼ି ମହିଳା ମୃତ <box>89 2126 249 2150</box>
accident-h2: ପୋଖରୀରେ ବୁଡ଼ି ଛାତ୍ରଙ୍କ ମୃତ୍ୟୁ <box>31 1946 307 1970</box>
ssa-sign: Sd/- Collector Cum Chairman, SSA, Keonjhar <box>908 1576 1080 1585</box>
omc-logo <box>810 1646 890 1686</box>
water-title-3: INVITATIONS FOR BIDS (IFB) TENDER <box>1177 1740 1451 1757</box>
omc-bullets <box>578 2042 1118 2140</box>
paradip-advert <box>1090 1268 1494 1522</box>
masthead-date-strip <box>100 11 400 33</box>
paradip-sign2: Port Electrical Division - II <box>1377 1478 1486 1490</box>
train-body: ଭୁବନେଶ୍ୱର, (ବ୍ୟୁରୋ)- ରାଜଧାନୀର ଲିଙ୍ଗରାଜ ରେଳଷ୍ଟେସନ ନିକଟରେ ଟ୍ରେନରେ କଟି ଜଣେ ବ୍ୟକ୍ତିଙ୍କ ମୃତ୍ୟୁ ଘଟିଛି । ମୃତକ ଜଣଙ୍କ ଆନନ୍ଦ ବେହେରା (୪୪) ବୋଲି ଜଣାପଡ଼ିଛି । ସେ ଏକ ମାଛ ବ୍ୟବସାୟୀ ଥିଲେ ବୋଲି କୁହାଯାଉଛି । ସେ ରେଳ ଲାଇନ ପାର ହେଉଥିବା ବେଳେ ଏହି ଦୁର୍ଘଟଣା ଘଟିଥିଲା । ସୂଚନା ପାଇ ରେଳ ପୋଲିସ ଘଟଣାସ୍ଥଳରେ ପହଞ୍ଚି ମୃତଦେହକୁ ଜବତ କରିଛି ଓ ବ୍ୟବଚ୍ଛେଦ ପାଇଁ ପଠାଇଛି । ସେହିପରି ରେଳ ଷ୍ଟେସନର ପ୍ଲାଟଫର୍ମରେ ଜଣେ ଯାତ୍ରୀଙ୍କ ଆକସ୍ମିକ ମୃତ୍ୟୁ ଘଟିଛି । ସେ ପୁରୀ ଯିବା ପାଇଁ ଟ୍ରେନକୁ ଅପେକ୍ଷା କରିଥିବା ବେଳେ ହଠାତ୍ ଅସୁସ୍ଥ ହୋଇ ପଡ଼ିଥିଲେ । ତାଙ୍କୁ ତୁରନ୍ତ କ୍ୟାପିଟାଲ ହସ୍ପିଟାଲକୁ ନିଆଯାଇଥିଲା । ଚିକିତ୍ସାଧୀନ ଅବସ୍ଥାରେ ତାଙ୍କର ମୃତ୍ୟୁ ହୋଇଛି । ଏ ସମ୍ପର୍କରେ ରେଳ ପୋଲିସ ଥାନାରେ ଏକ ଅପମୃତ୍ୟୁ ମାମଲା ରୁଜୁ ହୋଇଛି । <box>4 783 564 889</box>
omc-td: 39.62 <box>785 1923 854 1966</box>
omc-th: Time period of the work <box>1055 1783 1118 1826</box>
